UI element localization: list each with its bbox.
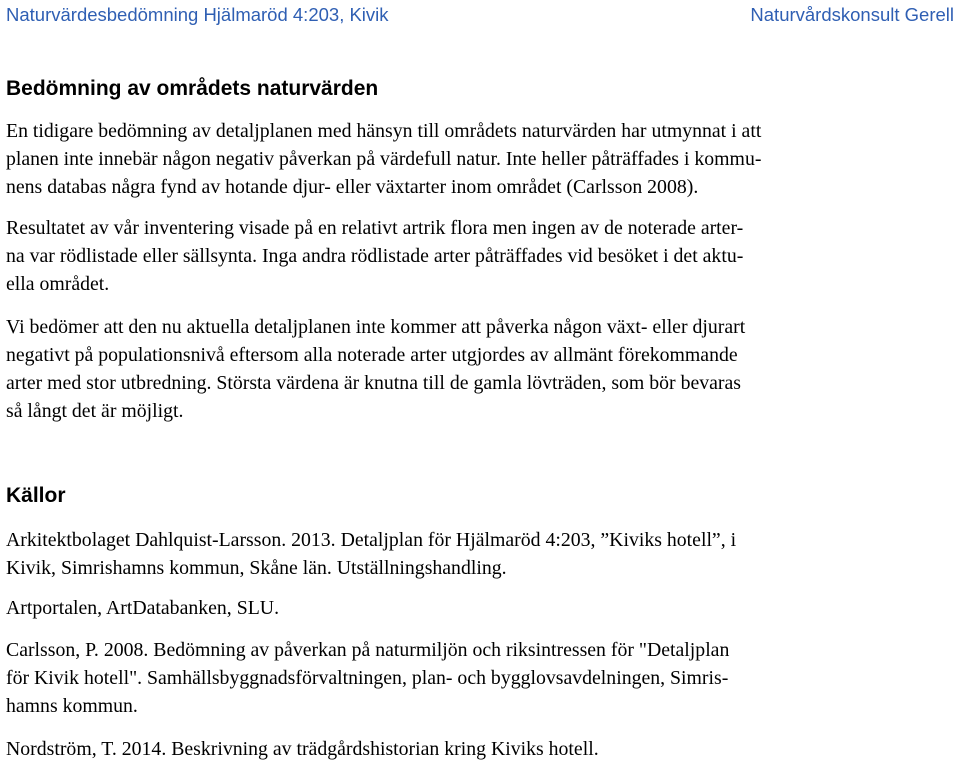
text-line: hamns kommun.: [6, 695, 138, 717]
text-line: negativt på populationsnivå eftersom alla noterade arter utgjordes av allmänt förekommande: [6, 344, 738, 366]
reference-item: [6, 594, 954, 622]
text-line: planen inte innebär någon negativ påverkan på värdefull natur. Inte heller påträffades i kommu-: [6, 148, 762, 170]
text-line: Carlsson, P. 2008. Bedömning av påverkan på naturmiljön och riksintressen för "Detaljplan: [6, 639, 730, 661]
page-header: [6, 4, 954, 30]
text-line: Artportalen, ArtDatabanken, SLU.: [6, 597, 280, 619]
reference-item: [6, 735, 954, 763]
text-line: för Kivik hotell". Samhällsbyggnadsförvaltningen, plan- och bygglovsavdelningen, Simris-: [6, 667, 729, 689]
text-line: na var rödlistade eller sällsynta. Inga andra rödlistade arter påträffades vid besöket i det aktu-: [6, 245, 744, 267]
text-line: arter med stor utbredning. Största värdena är knutna till de gamla lövträden, som bör bevaras: [6, 372, 741, 394]
text-line: Nordström, T. 2014. Beskrivning av trädgårdshistorian kring Kiviks hotell.: [6, 738, 599, 760]
header-document-title: Naturvärdesbedömning Hjälmaröd 4:203, Kivik: [6, 4, 389, 25]
reference-item: [6, 526, 954, 582]
assessment-paragraph-2: [6, 214, 954, 298]
heading-assessment: Bedömning av områdets naturvärden: [6, 77, 379, 100]
assessment-paragraph-3: [6, 313, 954, 425]
heading-sources: Källor: [6, 484, 66, 507]
text-line: ella området.: [6, 273, 110, 295]
text-line: Resultatet av vår inventering visade på en relativt artrik flora men ingen av de noterade arter-: [6, 217, 744, 239]
text-line: så långt det är möjligt.: [6, 400, 184, 422]
text-line: Arkitektbolaget Dahlquist-Larsson. 2013. Detaljplan för Hjälmaröd 4:203, ”Kiviks hotell”, i: [6, 529, 737, 551]
assessment-paragraph-1: [6, 117, 954, 201]
text-line: Kivik, Simrishamns kommun, Skåne län. Utställningshandling.: [6, 557, 507, 579]
header-author: Naturvårdskonsult Gerell: [750, 4, 954, 25]
text-line: nens databas några fynd av hotande djur- eller växtarter inom området (Carlsson 2008).: [6, 176, 699, 198]
reference-item: [6, 636, 954, 720]
text-line: Vi bedömer att den nu aktuella detaljplanen inte kommer att påverka någon växt- eller djurart: [6, 316, 746, 338]
text-line: En tidigare bedömning av detaljplanen med hänsyn till områdets naturvärden har utmynnat i att: [6, 120, 762, 142]
